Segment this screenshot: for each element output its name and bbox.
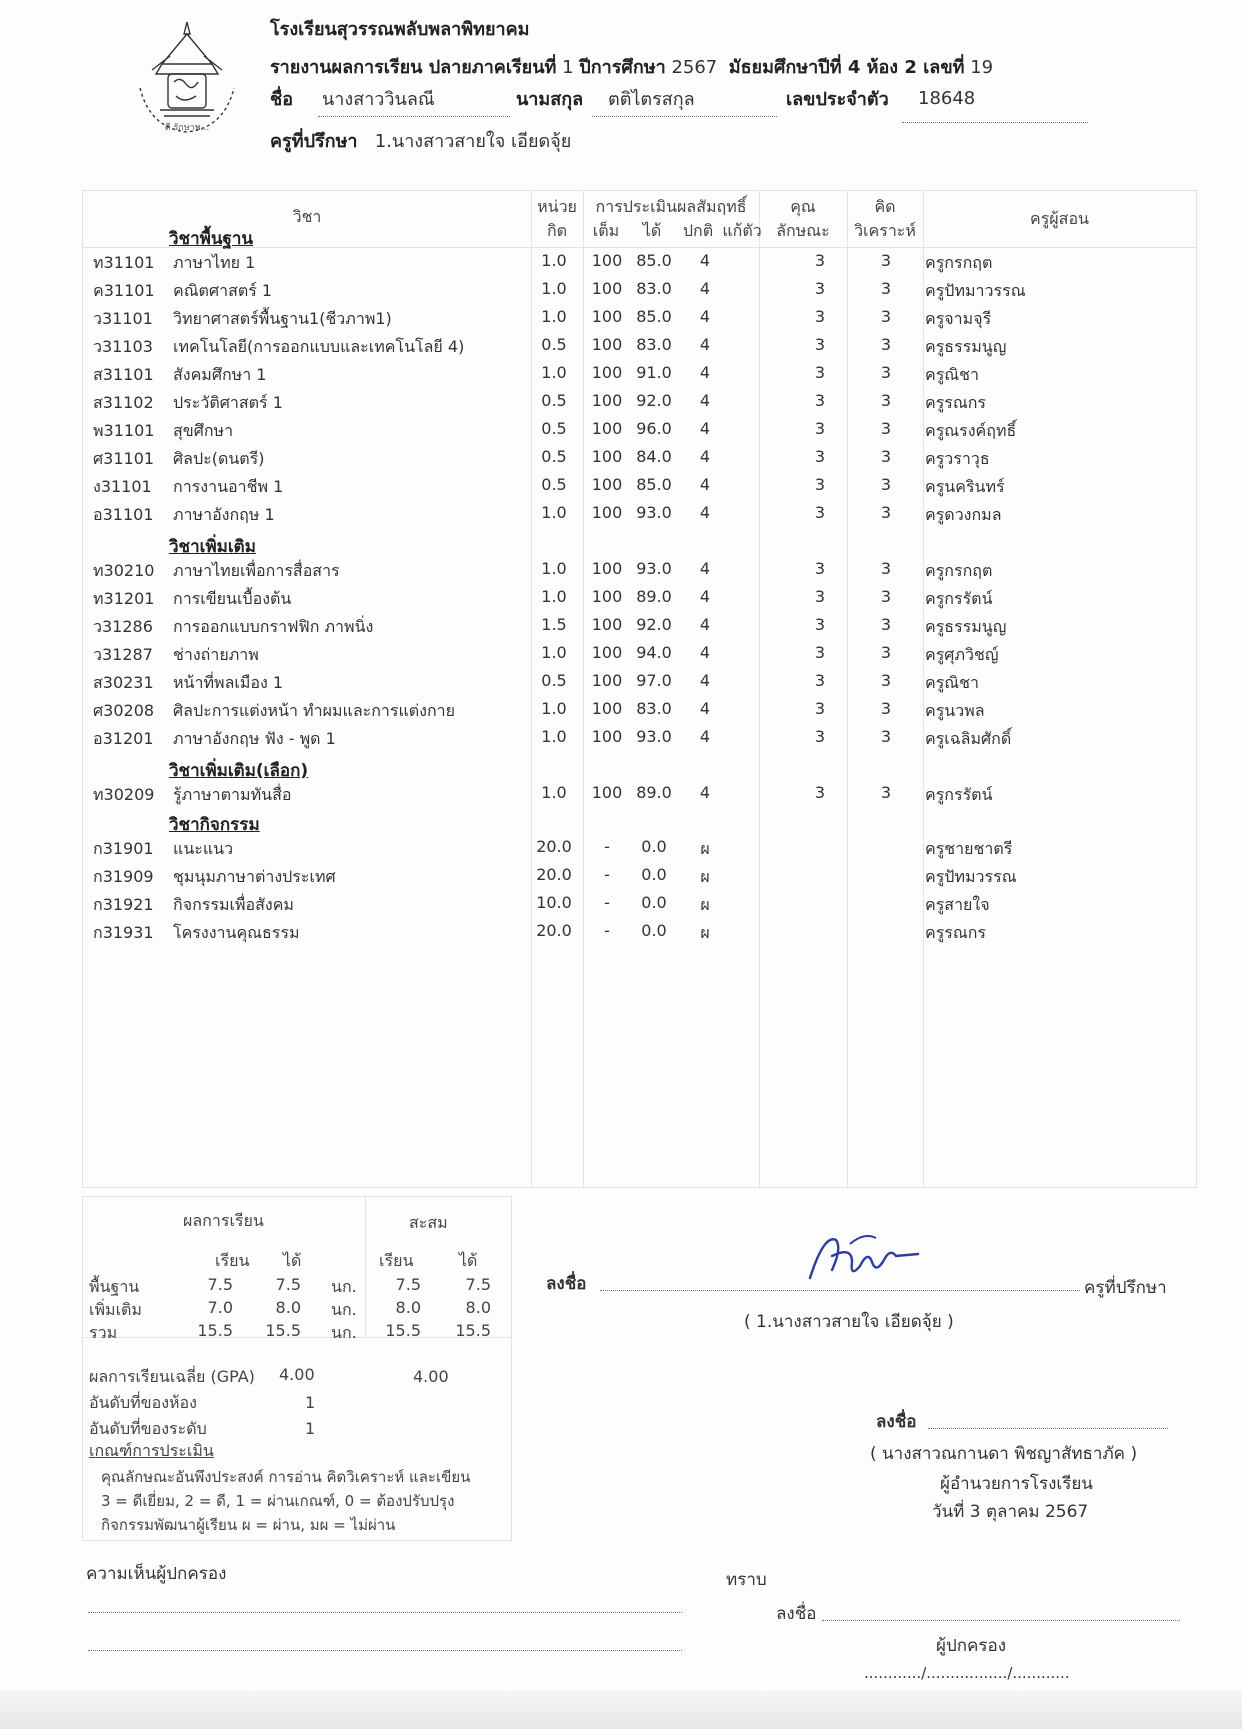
cell-grade: 4 <box>699 363 711 382</box>
class-rank-label: อันดับที่ของห้อง <box>89 1393 197 1412</box>
cell-think: 3 <box>880 503 892 522</box>
cell-code: ก31909 <box>93 867 154 886</box>
cell-credit: 1.0 <box>541 643 567 662</box>
cell-think: 3 <box>880 699 892 718</box>
cell-score: 85.0 <box>636 475 672 494</box>
cell-code: ว31101 <box>93 309 153 328</box>
table-row <box>83 503 1196 531</box>
cell-name: ช่างถ่ายภาพ <box>173 645 259 664</box>
cell-think: 3 <box>880 251 892 270</box>
student-surname: ตติไตรสกุล <box>608 89 695 110</box>
cell-credit: 1.0 <box>541 307 567 326</box>
col-subject: วิชา <box>292 207 322 226</box>
table-row <box>83 559 1196 587</box>
cell-teacher: ครูกรรัตน์ <box>925 589 993 608</box>
cell-grade: 4 <box>699 307 711 326</box>
cell-name: ภาษาอังกฤษ ฟัง - พูด 1 <box>173 729 336 748</box>
cell-think: 3 <box>880 783 892 802</box>
grades-table <box>82 190 1197 1188</box>
cell-teacher: ครูปัทมวรรณ <box>925 867 1017 886</box>
cell-grade: 4 <box>699 783 711 802</box>
col-think-2: วิเคราะห์ <box>854 221 916 240</box>
cell-full: - <box>604 921 610 940</box>
cell-grade: 4 <box>699 279 711 298</box>
cell-full: 100 <box>591 335 623 354</box>
cell-think: 3 <box>880 335 892 354</box>
summary-unit: นก. <box>331 1277 357 1296</box>
cell-grade: ผ <box>700 839 710 858</box>
summary-got: 7.5 <box>275 1275 301 1294</box>
cell-full: 100 <box>591 475 623 494</box>
summary-cum_got: 7.5 <box>465 1275 491 1294</box>
cell-credit: 10.0 <box>536 893 572 912</box>
cum-got-heading: ได้ <box>459 1251 478 1270</box>
svg-text:ดี รักษาพ...: ดี รักษาพ... <box>164 123 210 133</box>
col-full: เต็ม <box>592 221 620 240</box>
cell-grade: 4 <box>699 251 711 270</box>
summary-label: รวม <box>89 1323 118 1342</box>
cell-score: 93.0 <box>636 559 672 578</box>
table-row <box>83 699 1196 727</box>
summary-got: 15.5 <box>265 1321 301 1340</box>
cell-code: พ31101 <box>93 421 155 440</box>
table-row <box>83 447 1196 475</box>
table-row <box>83 363 1196 391</box>
cell-code: ท30209 <box>93 785 155 804</box>
cell-think: 3 <box>880 279 892 298</box>
cell-score: 93.0 <box>636 503 672 522</box>
cell-char: 3 <box>814 783 826 802</box>
cell-score: 92.0 <box>636 391 672 410</box>
table-row <box>83 391 1196 419</box>
cell-name: ภาษาไทย 1 <box>173 253 256 272</box>
col-teacher: ครูผู้สอน <box>1030 209 1089 228</box>
parent-role: ผู้ปกครอง <box>936 1636 1007 1656</box>
table-row <box>83 643 1196 671</box>
cell-full: 100 <box>591 727 623 746</box>
criteria-title: เกณฑ์การประเมิน <box>89 1441 214 1460</box>
cell-name: หน้าที่พลเมือง 1 <box>173 673 284 692</box>
cell-code: ว31286 <box>93 617 153 636</box>
cell-credit: 1.0 <box>541 559 567 578</box>
parent-sign-line[interactable] <box>822 1620 1180 1621</box>
school-name: โรงเรียนสุวรรณพลับพลาพิทยาคม <box>270 19 530 40</box>
criteria-line-2: 3 = ดีเยี่ยม, 2 = ดี, 1 = ผ่านเกณฑ์, 0 = ต้องปรับปรุง <box>101 1492 455 1510</box>
table-row <box>83 615 1196 643</box>
cell-name: สังคมศึกษา 1 <box>173 365 267 384</box>
cell-score: 0.0 <box>641 893 667 912</box>
cell-grade: 4 <box>699 671 711 690</box>
advisor-sign-label: ลงชื่อ <box>546 1274 587 1294</box>
cell-code: ท30210 <box>93 561 155 580</box>
cell-credit: 0.5 <box>541 335 567 354</box>
summary-got: 8.0 <box>275 1298 301 1317</box>
cell-teacher: ครูณิชา <box>925 365 979 384</box>
cell-teacher: ครูรณกร <box>925 393 987 412</box>
cell-full: 100 <box>591 363 623 382</box>
cumulative-heading: สะสม <box>409 1213 448 1232</box>
level-rank-label: อันดับที่ของระดับ <box>89 1419 207 1438</box>
cumulative-gpa-value: 4.00 <box>413 1367 449 1386</box>
cell-think: 3 <box>880 559 892 578</box>
cell-think: 3 <box>880 419 892 438</box>
parent-sign-label: ลงชื่อ <box>776 1604 817 1624</box>
subject-group-title: วิชาเพิ่มเติม <box>169 537 256 557</box>
cell-think: 3 <box>880 671 892 690</box>
cell-name: การงานอาชีพ 1 <box>173 477 284 496</box>
col-assessment: การประเมินผลสัมฤทธิ์ <box>595 197 747 216</box>
parent-opinion-line-1[interactable] <box>88 1612 682 1613</box>
class-rank-value: 1 <box>305 1393 316 1412</box>
cell-code: ก31901 <box>93 839 154 858</box>
cell-full: 100 <box>591 699 623 718</box>
cell-code: ศ30208 <box>93 701 155 720</box>
table-row <box>83 279 1196 307</box>
cell-score: 0.0 <box>641 837 667 856</box>
cell-grade: 4 <box>699 503 711 522</box>
cell-grade: 4 <box>699 447 711 466</box>
cell-full: 100 <box>591 391 623 410</box>
criteria-line-1: คุณลักษณะอันพึงประสงค์ การอ่าน คิดวิเคราะห์ และเขียน <box>101 1468 471 1486</box>
cell-code: ว31287 <box>93 645 153 664</box>
cell-teacher: ครูธรรมนูญ <box>925 617 1007 636</box>
cell-credit: 1.0 <box>541 783 567 802</box>
cell-char: 3 <box>814 363 826 382</box>
cell-name: รู้ภาษาตามทันสื่อ <box>173 785 292 804</box>
level-rank-value: 1 <box>305 1419 316 1438</box>
col-normal: ปกติ <box>682 221 714 240</box>
student-id-label: เลขประจำตัว <box>786 89 889 110</box>
cell-name: วิทยาศาสตร์พื้นฐาน1(ชีวภาพ1) <box>173 309 392 328</box>
cell-char: 3 <box>814 727 826 746</box>
col-think-1: คิด <box>874 197 896 216</box>
parent-date-blank[interactable]: ............/................./............ <box>864 1664 1070 1682</box>
cell-think: 3 <box>880 363 892 382</box>
cell-teacher: ครูศุภวิชญ์ <box>925 645 999 664</box>
cell-score: 0.0 <box>641 865 667 884</box>
cell-score: 92.0 <box>636 615 672 634</box>
cell-think: 3 <box>880 587 892 606</box>
name-label: ชื่อ <box>270 89 294 110</box>
cell-score: 83.0 <box>636 699 672 718</box>
cell-score: 84.0 <box>636 447 672 466</box>
summary-unit: นก. <box>331 1300 357 1319</box>
cell-think: 3 <box>880 391 892 410</box>
cell-think: 3 <box>880 615 892 634</box>
cell-code: ก31931 <box>93 923 154 942</box>
cell-full: - <box>604 837 610 856</box>
subject-group-title: วิชากิจกรรม <box>169 815 260 835</box>
cell-grade: 4 <box>699 559 711 578</box>
cell-credit: 0.5 <box>541 475 567 494</box>
cell-code: ก31921 <box>93 895 154 914</box>
cell-name: ประวัติศาสตร์ 1 <box>173 393 283 412</box>
cell-credit: 0.5 <box>541 671 567 690</box>
cell-teacher: ครูรณกร <box>925 923 987 942</box>
cell-score: 96.0 <box>636 419 672 438</box>
cell-credit: 1.0 <box>541 503 567 522</box>
cell-score: 94.0 <box>636 643 672 662</box>
cell-teacher: ครูณรงค์ฤทธิ์ <box>925 421 1017 440</box>
table-row <box>83 475 1196 503</box>
table-row <box>83 671 1196 699</box>
cell-char: 3 <box>814 559 826 578</box>
summary-unit: นก. <box>331 1323 357 1342</box>
cell-think: 3 <box>880 307 892 326</box>
col-char-2: ลักษณะ <box>776 221 830 240</box>
cell-credit: 1.5 <box>541 615 567 634</box>
cell-grade: 4 <box>699 335 711 354</box>
advisor-signature-icon <box>806 1226 922 1286</box>
cell-grade: 4 <box>699 699 711 718</box>
cell-full: 100 <box>591 783 623 802</box>
cell-full: - <box>604 865 610 884</box>
table-row <box>83 727 1196 755</box>
cell-full: 100 <box>591 447 623 466</box>
report-date: วันที่ 3 ตุลาคม 2567 <box>932 1502 1089 1522</box>
table-row <box>83 251 1196 279</box>
got-heading: ได้ <box>283 1251 302 1270</box>
criteria-line-3: กิจกรรมพัฒนาผู้เรียน ผ = ผ่าน, มผ = ไม่ผ่าน <box>101 1516 396 1534</box>
table-row <box>83 837 1196 865</box>
cell-score: 93.0 <box>636 727 672 746</box>
school-emblem-icon <box>118 18 256 136</box>
cell-char: 3 <box>814 671 826 690</box>
cell-char: 3 <box>814 615 826 634</box>
cell-code: ท31101 <box>93 253 155 272</box>
cell-teacher: ครูจามจุรี <box>925 309 992 328</box>
cell-teacher: ครูกรกฤต <box>925 253 993 272</box>
cell-score: 0.0 <box>641 921 667 940</box>
cell-credit: 20.0 <box>536 865 572 884</box>
advisor-line: ครูที่ปรึกษา 1.นางสาวสายใจ เอียดจุ้ย <box>270 131 572 152</box>
cell-name: โครงงานคุณธรรม <box>173 923 300 942</box>
cell-grade: 4 <box>699 587 711 606</box>
summary-cum_studied: 8.0 <box>395 1298 421 1317</box>
cell-name: ศิลปะการแต่งหน้า ทำผมและการแต่งกาย <box>173 701 456 720</box>
col-char-1: คุณ <box>790 197 816 216</box>
cell-credit: 1.0 <box>541 587 567 606</box>
cell-full: 100 <box>591 307 623 326</box>
cell-char: 3 <box>814 419 826 438</box>
cell-score: 91.0 <box>636 363 672 382</box>
cell-teacher: ครูสายใจ <box>925 895 990 914</box>
cell-char: 3 <box>814 699 826 718</box>
cell-grade: 4 <box>699 419 711 438</box>
cell-name: แนะแนว <box>173 839 234 858</box>
cell-full: 100 <box>591 559 623 578</box>
cell-full: 100 <box>591 643 623 662</box>
cell-code: อ31101 <box>93 505 154 524</box>
cell-code: ศ31101 <box>93 449 155 468</box>
cell-code: ค31101 <box>93 281 155 300</box>
cell-code: ส31102 <box>93 393 154 412</box>
parent-opinion-label: ความเห็นผู้ปกครอง <box>86 1564 227 1584</box>
cell-grade: 4 <box>699 475 711 494</box>
cell-char: 3 <box>814 307 826 326</box>
cell-name: เทคโนโลยี(การออกแบบและเทคโนโลยี 4) <box>173 337 465 356</box>
cell-char: 3 <box>814 475 826 494</box>
cell-score: 85.0 <box>636 307 672 326</box>
cell-char: 3 <box>814 335 826 354</box>
cell-full: 100 <box>591 419 623 438</box>
advisor-printed-name: ( 1.นางสาวสายใจ เอียดจุ้ย ) <box>744 1312 954 1332</box>
cell-score: 83.0 <box>636 335 672 354</box>
col-corrected: แก้ตัว <box>722 221 762 240</box>
summary-label: เพิ่มเติม <box>89 1300 142 1319</box>
summary-studied: 7.0 <box>207 1298 233 1317</box>
cell-score: 97.0 <box>636 671 672 690</box>
cell-full: 100 <box>591 251 623 270</box>
cell-teacher: ครูธรรมนูญ <box>925 337 1007 356</box>
cell-char: 3 <box>814 251 826 270</box>
cell-teacher: ครูดวงกมล <box>925 505 1002 524</box>
gpa-label: ผลการเรียนเฉลี่ย (GPA) <box>89 1367 255 1386</box>
summary-label: พื้นฐาน <box>89 1277 140 1296</box>
cell-full: 100 <box>591 503 623 522</box>
cell-teacher: ครูณิชา <box>925 673 979 692</box>
acknowledge-label: ทราบ <box>726 1570 767 1590</box>
advisor-role: ครูที่ปรึกษา <box>1084 1278 1167 1298</box>
student-id: 18648 <box>918 88 976 109</box>
cell-full: 100 <box>591 279 623 298</box>
parent-section <box>82 1550 1182 1695</box>
cell-grade: ผ <box>700 895 710 914</box>
summary-cum_got: 15.5 <box>455 1321 491 1340</box>
cell-name: การออกแบบกราฟฟิก ภาพนิ่ง <box>173 617 374 636</box>
cell-name: ภาษาไทยเพื่อการสื่อสาร <box>173 561 340 580</box>
gpa-value: 4.00 <box>279 1365 315 1384</box>
result-heading: ผลการเรียน <box>183 1211 264 1230</box>
cell-think: 3 <box>880 447 892 466</box>
cell-teacher: ครูวราวุธ <box>925 449 990 468</box>
cell-grade: 4 <box>699 727 711 746</box>
cell-think: 3 <box>880 727 892 746</box>
studied-heading: เรียน <box>215 1251 250 1270</box>
table-row <box>83 865 1196 893</box>
parent-opinion-line-2[interactable] <box>88 1650 682 1651</box>
director-sign-label: ลงชื่อ <box>876 1412 917 1432</box>
col-credit-1: หน่วย <box>537 197 577 216</box>
cell-code: ส30231 <box>93 673 154 692</box>
cell-name: ศิลปะ(ดนตรี) <box>173 449 265 468</box>
cell-name: สุขศึกษา <box>173 421 234 440</box>
table-row <box>83 921 1196 949</box>
cell-teacher: ครูปัทมาวรรณ <box>925 281 1026 300</box>
table-row <box>83 419 1196 447</box>
cell-score: 83.0 <box>636 279 672 298</box>
cell-score: 89.0 <box>636 587 672 606</box>
subject-group-title: วิชาพื้นฐาน <box>169 229 254 249</box>
cell-code: ง31101 <box>93 477 152 496</box>
cell-teacher: ครูนวพล <box>925 701 985 720</box>
cell-char: 3 <box>814 279 826 298</box>
cell-full: 100 <box>591 615 623 634</box>
cell-credit: 0.5 <box>541 419 567 438</box>
cell-char: 3 <box>814 503 826 522</box>
col-credit-2: กิต <box>546 221 568 240</box>
cell-teacher: ครูกรรัตน์ <box>925 785 993 804</box>
cum-studied-heading: เรียน <box>379 1251 414 1270</box>
cell-teacher: ครูนครินทร์ <box>925 477 1005 496</box>
cell-teacher: ครูกรกฤต <box>925 561 993 580</box>
cell-credit: 1.0 <box>541 251 567 270</box>
summary-cum_studied: 15.5 <box>385 1321 421 1340</box>
cell-name: กิจกรรมเพื่อสังคม <box>173 895 294 914</box>
surname-label: นามสกุล <box>516 89 584 110</box>
cell-credit: 1.0 <box>541 727 567 746</box>
cell-full: - <box>604 893 610 912</box>
cell-char: 3 <box>814 391 826 410</box>
subject-group-title: วิชาเพิ่มเติม(เลือก) <box>169 761 309 781</box>
cell-score: 85.0 <box>636 251 672 270</box>
cell-credit: 1.0 <box>541 699 567 718</box>
cell-teacher: ครูชายชาตรี <box>925 839 1013 858</box>
cell-grade: ผ <box>700 867 710 886</box>
cell-credit: 20.0 <box>536 921 572 940</box>
cell-code: ว31103 <box>93 337 153 356</box>
summary-cum_got: 8.0 <box>465 1298 491 1317</box>
table-row <box>83 893 1196 921</box>
cell-name: คณิตศาสตร์ 1 <box>173 281 273 300</box>
summary-cum_studied: 7.5 <box>395 1275 421 1294</box>
summary-studied: 15.5 <box>197 1321 233 1340</box>
table-row <box>83 783 1196 811</box>
cell-full: 100 <box>591 587 623 606</box>
student-first-name: นางสาววินลณี <box>322 89 435 110</box>
cell-name: ชุมนุมภาษาต่างประเทศ <box>173 867 336 886</box>
director-printed-name: ( นางสาวณกานดา พิชญาสัทธาภัค ) <box>870 1444 1138 1464</box>
cell-score: 89.0 <box>636 783 672 802</box>
cell-think: 3 <box>880 643 892 662</box>
cell-think: 3 <box>880 475 892 494</box>
table-row <box>83 307 1196 335</box>
cell-code: ท31201 <box>93 589 155 608</box>
cell-credit: 0.5 <box>541 391 567 410</box>
cell-grade: 4 <box>699 615 711 634</box>
table-row <box>83 335 1196 363</box>
cell-credit: 0.5 <box>541 447 567 466</box>
cell-credit: 1.0 <box>541 363 567 382</box>
grade-summary-box <box>82 1196 512 1541</box>
cell-name: การเขียนเบื้องต้น <box>173 589 292 608</box>
cell-char: 3 <box>814 643 826 662</box>
cell-grade: 4 <box>699 391 711 410</box>
cell-grade: ผ <box>700 923 710 942</box>
summary-studied: 7.5 <box>207 1275 233 1294</box>
cell-credit: 20.0 <box>536 837 572 856</box>
cell-char: 3 <box>814 447 826 466</box>
cell-full: 100 <box>591 671 623 690</box>
cell-credit: 1.0 <box>541 279 567 298</box>
cell-char: 3 <box>814 587 826 606</box>
report-title-line: รายงานผลการเรียน ปลายภาคเรียนที่ 1 ปีการศึกษา 2567 มัธยมศึกษาปีที่ 4 ห้อง 2 เลขที่ 19 <box>270 57 994 78</box>
cell-name: ภาษาอังกฤษ 1 <box>173 505 275 524</box>
cell-teacher: ครูเฉลิมศักดิ์ <box>925 729 1012 748</box>
col-got: ได้ <box>642 221 662 240</box>
cell-grade: 4 <box>699 643 711 662</box>
director-role: ผู้อำนวยการโรงเรียน <box>940 1474 1093 1494</box>
cell-code: อ31201 <box>93 729 154 748</box>
cell-code: ส31101 <box>93 365 154 384</box>
table-row <box>83 587 1196 615</box>
